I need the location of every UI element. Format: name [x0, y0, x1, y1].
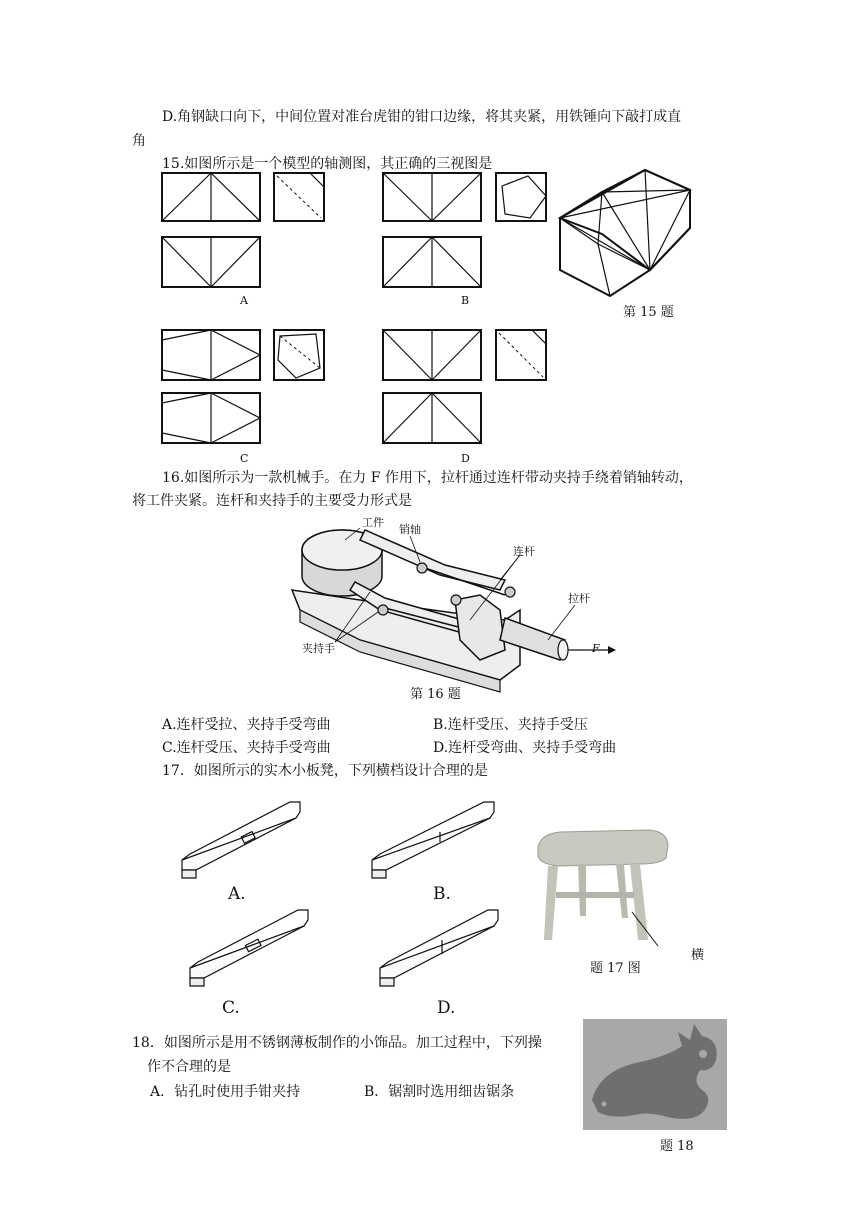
- q18-stem-line2: 作不合理的是: [147, 1059, 231, 1075]
- q15-label-b: B: [461, 294, 470, 307]
- q16-label-force: F: [592, 642, 600, 655]
- q17-side-label: 横: [691, 948, 705, 963]
- q15-caption: 第 15 题: [623, 305, 674, 320]
- q17-label-b: B.: [433, 884, 451, 904]
- q18-option-b[interactable]: B．锯割时选用细齿锯条: [364, 1084, 515, 1100]
- q16-label-gripper: 夹持手: [302, 642, 335, 655]
- q16-option-d[interactable]: D.连杆受弯曲、夹持手受弯曲: [433, 740, 617, 756]
- q16-caption: 第 16 题: [410, 687, 461, 702]
- q16-stem-line1: 16.如图所示为一款机械手。在力 F 作用下，拉杆通过连杆带动夹持手绕着销轴转动，: [162, 470, 693, 486]
- q17-label-d: D.: [437, 998, 456, 1018]
- q17-label-a: A.: [228, 884, 246, 904]
- q16-label-workpiece: 工件: [362, 516, 384, 529]
- q17-label-c: C.: [222, 998, 240, 1018]
- q18-caption: 题 18: [660, 1139, 694, 1154]
- q15-label-c: C: [240, 452, 249, 465]
- q15-label-d: D: [461, 452, 470, 465]
- q18-option-a[interactable]: A．钻孔时使用手钳夹持: [150, 1084, 301, 1100]
- q14-option-d-line1: D.角钢缺口向下，中间位置对准台虎钳的钳口边缘，将其夹紧，用铁锤向下敲打成直: [162, 109, 682, 125]
- q14-option-d-line2: 角: [132, 133, 146, 149]
- q17-caption: 题 17 图: [590, 961, 641, 976]
- q16-stem-line2: 将工件夹紧。连杆和夹持手的主要受力形式是: [132, 493, 412, 509]
- q16-label-link: 连杆: [513, 545, 535, 558]
- q16-label-pull-rod: 拉杆: [568, 592, 590, 605]
- q16-option-c[interactable]: C.连杆受压、夹持手受弯曲: [162, 740, 331, 756]
- q17-stem: 17．如图所示的实木小板凳，下列横档设计合理的是: [162, 763, 488, 779]
- q18-stem-line1: 18．如图所示是用不锈钢薄板制作的小饰品。加工过程中，下列操: [132, 1035, 542, 1051]
- q15-stem: 15.如图所示是一个模型的轴测图，其正确的三视图是: [162, 156, 493, 172]
- q16-label-pin: 销轴: [399, 523, 421, 536]
- q16-option-a[interactable]: A.连杆受拉、夹持手受弯曲: [162, 717, 331, 733]
- q15-label-a: A: [240, 294, 248, 307]
- q16-option-b[interactable]: B.连杆受压、夹持手受压: [433, 717, 588, 733]
